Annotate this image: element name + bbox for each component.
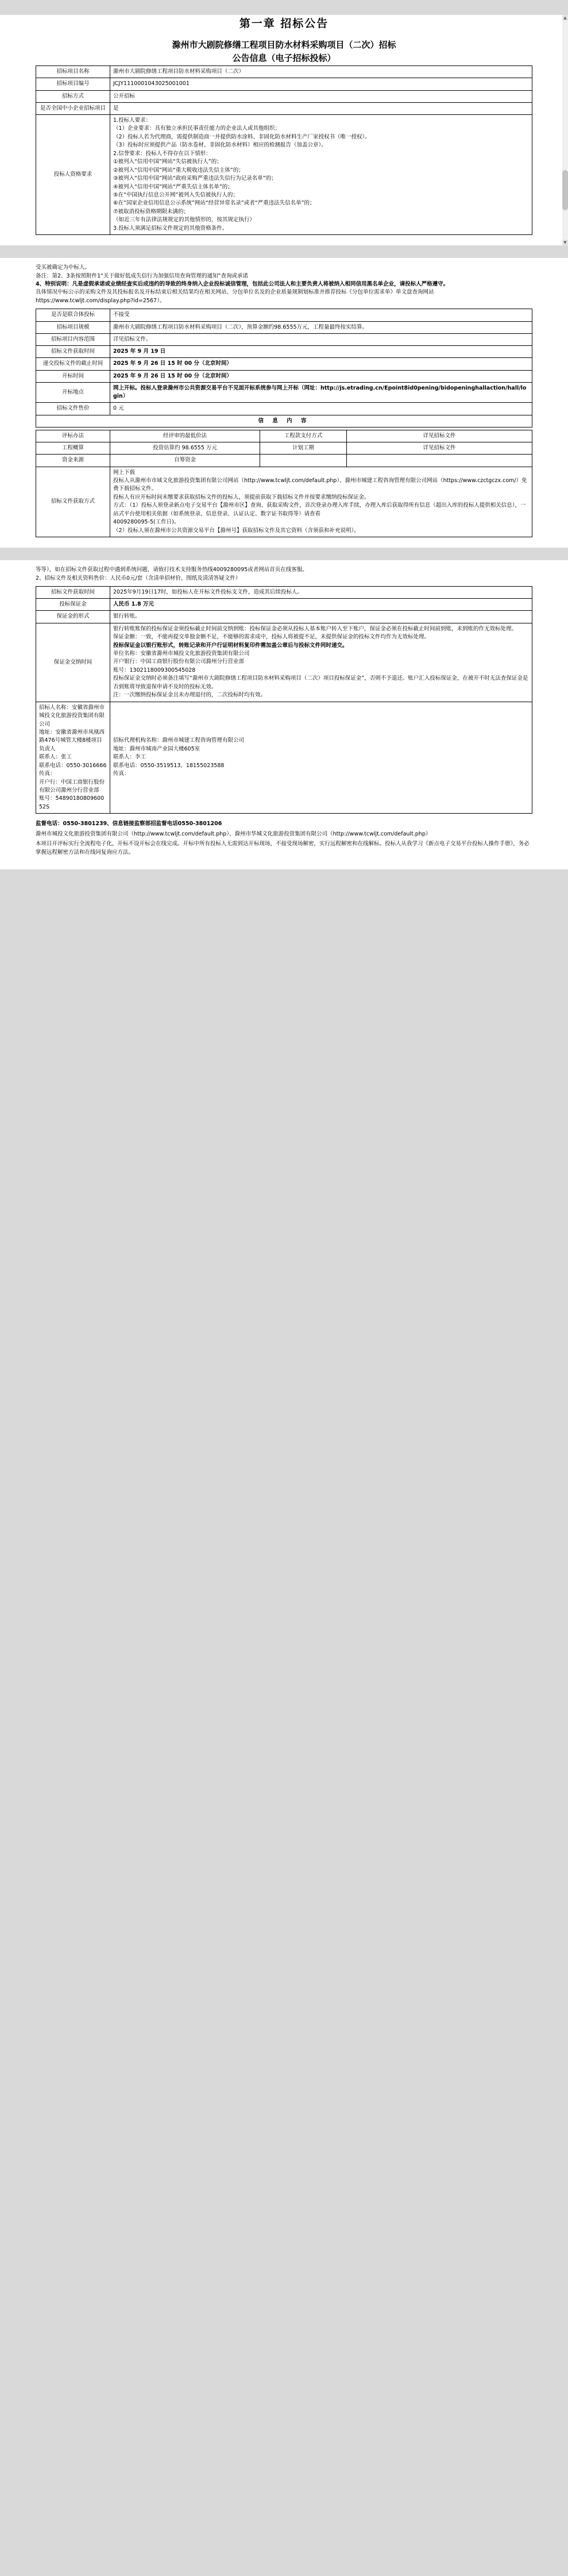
table-row xyxy=(36,78,532,90)
row-label: 保证金的形式 xyxy=(36,611,110,623)
row-value: 网上开标。投标人登录滁州市公共资源交易平台不见面开标系统参与网上开标（网址：http://js.etrading.cn/Epoint8id0pening/bidopeninghallaction/hall/login） xyxy=(110,382,532,403)
row-label: 保证金交纳时间 xyxy=(36,623,110,702)
contact-key: 联系电话： xyxy=(39,762,67,769)
cell-key: 计划工期 xyxy=(260,442,347,455)
deposit-line: 投标保证金交纳时必须备注填写“滁州市大剧院修缮工程项目防水材料采购项目（二次）项目投标保证金”，否则不予退还。账户汇入投标保证金，在被开不时无法查保证金是否到账将导致退保申请不及时的投标无效。 xyxy=(113,675,528,690)
qualification-line: （2）投标人若为代理商，需提供制造商一并提供防水涂料、非固化防水材料生产厂家授权书（唯一授权）。 xyxy=(113,133,370,140)
table-row xyxy=(36,382,532,403)
row-value: 0 元 xyxy=(110,403,532,415)
row-value: 2025 年 9 月 26 日 15 时 00 分（北京时间） xyxy=(110,370,532,382)
notice-line: 受买被确定为中标人。 xyxy=(36,264,91,271)
contact-key: 地址： xyxy=(39,729,56,736)
footer-line: 滁州市城投文化旅游投资集团有限公司（http://www.tcwljt.com/default.php）、滁州市华城文化旅游投资集团有限公司（http://www.tcwljt.com/default.php） xyxy=(36,830,431,837)
row-label: 招标文件获取时间 xyxy=(36,586,110,598)
qualification-list xyxy=(113,117,529,233)
deposit-detail-block xyxy=(113,625,529,700)
contact-line xyxy=(113,753,529,761)
obtain-line: 网上下载 xyxy=(113,469,136,476)
cell-key: 评标办法 xyxy=(36,430,110,442)
table-row xyxy=(36,346,532,358)
row-value: 2025年9月19日17时，如投标人在开标文件投标支文件，造成其后续投标人。 xyxy=(110,586,532,598)
contact-val: 滁州市城建工程咨询管理有限公司 xyxy=(162,737,245,744)
row-label: 开标地点 xyxy=(36,382,110,403)
obtain-line: （2）投标人须在滁州市公共资源交易平台【滁州号】获取招标文件及其它资料（含须获和补充说明）。 xyxy=(113,527,360,534)
supervise-line xyxy=(36,819,532,828)
contact-key: 联系人： xyxy=(113,754,136,761)
row-label: 招标项目内容范围 xyxy=(36,333,110,345)
qualification-line: （1）企业要求：具有独立承担民事责任能力的企业法人或其他组织； xyxy=(113,125,281,132)
bank-label: 开户银行： xyxy=(113,659,141,665)
contact-line xyxy=(39,770,107,778)
row-value: 滁州市大剧院修缮工程项目防水材料采购项目（二次），预算金额约98.6555万元，工程量最终按实结算。 xyxy=(110,321,532,333)
row-value: 不接受 xyxy=(110,309,532,321)
table-row xyxy=(36,90,532,102)
contact-val: 张工 xyxy=(61,754,72,761)
scroll-down-arrow-icon[interactable]: ▼ xyxy=(562,240,568,245)
table-row xyxy=(36,611,532,623)
row-label: 招标文件售价 xyxy=(36,403,110,415)
table-row xyxy=(36,66,532,78)
supervise-value: 0550-3801239、信息链接监察部招监督电话0550-3801206 xyxy=(63,821,222,827)
notice-block xyxy=(36,258,532,309)
deposit-table xyxy=(36,586,532,814)
document-page-1 xyxy=(0,15,568,245)
qualification-line: 2.信誉要求：投标人不得存在以下情形： xyxy=(113,150,211,157)
contact-key: 传真： xyxy=(39,771,56,777)
obtain-line: 方式：（1）投标人须登录新点电子交易平台【滁州市区】查询、获取采购文件，首次登录办理入库手续，办理入库后获取得所有信息（超出入库的投标人提供相关信息），一站式平台使用相关依据（如系统登录、信息登录、认证认定、数字证书取得等）请查看 xyxy=(113,502,526,517)
cell-value: 经评审的最低价法 xyxy=(110,430,260,442)
contact-line xyxy=(39,704,107,729)
contact-key: 开户行： xyxy=(39,779,61,785)
contact-key: 招标代理机构名称： xyxy=(113,737,163,744)
contact-line xyxy=(39,779,107,795)
row-value xyxy=(110,467,532,537)
contact-val: 李工 xyxy=(135,754,146,761)
unit-value: 安徽省滁州市城投文化旅游投资集团有限公司 xyxy=(140,650,250,657)
contact-line xyxy=(39,762,107,770)
cell-value: 投资估算约 98.6555 万元 xyxy=(110,442,260,455)
bank-value: 中国工商银行股份有限公司滁州分行营业部 xyxy=(140,659,245,665)
contact-key: 账号： xyxy=(39,795,56,802)
contact-key: 联系人： xyxy=(39,754,61,761)
row-label: 投标人资格要求 xyxy=(36,115,110,235)
footer-line: 本项目开评标实行全流程电子化，开标不设开标会在线完成。开标中所有投标人无需到达开标现场，不接受现场解密，实行远程解密和在线解标。投标人从我学习《新点电子交易平台投标人操作手册》，务必掌握远程解密方法和在线同复询应方法。 xyxy=(36,840,530,856)
contact-key: 地址： xyxy=(113,745,130,752)
contact-left-block xyxy=(39,704,107,812)
footer-notes xyxy=(36,816,532,864)
table-row xyxy=(36,358,532,370)
row-value xyxy=(110,115,532,235)
qualification-line: ④被列入“信用中国”网站“严重失信主体名单”的； xyxy=(113,183,233,190)
page-title-line-2: 公告信息（电子招标投标） xyxy=(232,52,336,63)
chapter-title: 第一章 招标公告 xyxy=(239,17,329,30)
table-row xyxy=(36,333,532,345)
qualification-line: ⑤在“中国执行信息公开网”被列入失信被执行人的； xyxy=(113,191,238,198)
contact-right-block xyxy=(113,737,529,778)
cell-key: 资金来源 xyxy=(36,455,110,467)
row-label: 是否是联合体投标 xyxy=(36,309,110,321)
top-notes xyxy=(36,560,532,586)
deposit-line xyxy=(113,650,529,658)
cell-key xyxy=(260,455,347,467)
notice-line: 具体情况中标公示的采购文件及其投标报名及开标结束后相关结果均在相关网站、分包单位名及的企业质量规制划标准并推荐投标《分包单位需求单》单文盘查询网站 https://www.tcwljt.com/display.php?id=2567）。 xyxy=(36,289,434,304)
contact-key: 招标人名称： xyxy=(39,704,72,711)
project-info-table xyxy=(36,66,532,235)
qualification-line: （如近三年有法律法规规定的其他情形的，按其规定执行） xyxy=(113,217,256,224)
row-value: 2025 年 9 月 26 日 15 时 00 分（北京时间） xyxy=(110,358,532,370)
contact-right xyxy=(110,702,532,814)
contact-line xyxy=(113,737,529,745)
account-label: 账号： xyxy=(113,667,130,673)
section-header-row xyxy=(36,415,532,427)
bid-info-table xyxy=(36,309,532,428)
contact-val: 安徽省滁州市城投文化旅游投资集团有限公司 xyxy=(39,704,105,727)
row-value: 详见招标文件。 xyxy=(110,333,532,345)
row-value: 是 xyxy=(110,102,532,114)
row-value: 人民币 1.8 万元 xyxy=(110,599,532,611)
row-label: 开标时间 xyxy=(36,370,110,382)
cell-value: 详见招标文件 xyxy=(347,430,532,442)
table-row-qualification xyxy=(36,115,532,235)
table-row-obtain xyxy=(36,467,532,537)
table-row xyxy=(36,370,532,382)
row-label: 递交投标文件的截止时间 xyxy=(36,358,110,370)
table-row xyxy=(36,309,532,321)
deposit-line: 保证金额：一致，不能再提交单独金额不足，不能够的需求成中，投标人将被提不足，未提供保证金的投标文件均作为无效标处理。 xyxy=(113,634,430,641)
row-value: 银行转账。 xyxy=(110,611,532,623)
row-value: 滁州市大剧院修缮工程项目防水材料采购项目（二次） xyxy=(110,66,532,78)
contact-line xyxy=(113,770,529,778)
table-row xyxy=(36,442,532,455)
document-page-2 xyxy=(0,258,568,548)
deposit-line: 注：一次缴纳投标保证金且未办理退付的，二次投标时均有效。 xyxy=(113,692,266,699)
page-title xyxy=(36,38,532,64)
scrollbar-thumb[interactable] xyxy=(562,170,568,210)
document-page-3 xyxy=(0,560,568,869)
deposit-line xyxy=(113,658,529,666)
table-row xyxy=(36,403,532,415)
contact-line xyxy=(113,762,529,770)
table-row-deposit-detail xyxy=(36,623,532,702)
obtain-phone: 4009280095-5(工作日)。 xyxy=(113,519,180,526)
qualification-line: ⑦被取消投标资格期限未满的； xyxy=(113,208,190,215)
contact-val: 滁州市城南产业园大楼605室 xyxy=(129,745,200,752)
qualification-line: （3）投标时应须提供产品（防水卷材、非固化防水材料）相应的检测报告（加盖公章）。 xyxy=(113,142,327,149)
cell-key: 工程款支付方式 xyxy=(260,430,347,442)
row-label: 招标文件获取方式 xyxy=(36,467,110,537)
note-line: 等等），如在招标文件获取过程中遇到系统问题，请致打技术支持服务热线4009280095或者网站首页在线客服。 xyxy=(36,567,308,573)
page-title-line-1: 滁州市大剧院修缮工程项目防水材料采购项目（二次）招标 xyxy=(172,40,396,50)
table-row xyxy=(36,455,532,467)
cell-key: 工程概算 xyxy=(36,442,110,455)
qualification-line: ③被列入“信用中国”网站“政府采购严重违法失信行为记录名单”的； xyxy=(113,175,277,182)
deposit-line xyxy=(113,667,529,675)
contact-val: 中国工商银行股份有限公司滁州分行营业部 xyxy=(39,779,105,794)
cell-value xyxy=(347,455,532,467)
qualification-line: ①被列入“信用中国”网站“失信被执行人”的； xyxy=(113,159,222,165)
info-section-header: 信 息 内 容 xyxy=(36,415,532,427)
row-label: 招标方式 xyxy=(36,90,110,102)
row-label: 投标保证金 xyxy=(36,599,110,611)
contact-line xyxy=(39,795,107,811)
row-label: 是否全国中小企业招标项目 xyxy=(36,102,110,114)
account-value: 1302118009300545028 xyxy=(129,667,196,673)
supervise-label: 监督电话： xyxy=(36,821,63,827)
obtain-line: 投标人有应开标时间未缴要求获取招标文件的投标人，须提前获取下载招标文件并按要求缴纳投标保证金。 xyxy=(113,494,370,500)
table-row xyxy=(36,102,532,114)
qualification-line: ⑥在“国家企业信用信息公示系统”网站“经营异常名录”或者“严重违法失信名单”的； xyxy=(113,200,315,207)
table-row xyxy=(36,586,532,598)
contact-key: 联系电话： xyxy=(113,762,141,769)
table-row xyxy=(36,599,532,611)
contact-line xyxy=(39,753,107,761)
row-label: 招标项目规模 xyxy=(36,321,110,333)
cell-value: 详见招标文件 xyxy=(347,442,532,455)
table-row xyxy=(36,321,532,333)
row-value xyxy=(110,623,532,702)
contact-line xyxy=(39,729,107,753)
info-grid-table xyxy=(36,430,532,537)
scrollbar-track[interactable] xyxy=(562,15,568,245)
notice-line: 4、特别说明：凡是虚假承诺或业绩经查实后成违约的导致的终身纳入企业投标诚信管理，包括此公司法人和主要负责人将被纳入相同信用黑名单企业，请投标人严格遵守。 xyxy=(36,281,449,287)
contact-key: 传真： xyxy=(113,771,130,777)
note-line: 2、招标文件及相关资料售价：人民币0元/套（含清单招材价、图纸及清清答疑文件） xyxy=(36,575,241,582)
deposit-line-bold: 投标保证金以银行账形式，转账记录和开户行证明材料复印件需加盖公章后与投标文件同时递交。 xyxy=(113,642,348,649)
table-row-contact xyxy=(36,702,532,814)
row-value: 2025 年 9 月 19 日 xyxy=(110,346,532,358)
contact-val: 0550-3016666 xyxy=(66,762,107,769)
qualification-line: ②被列入“信用中国”网站“重大税收违法失信主体”的； xyxy=(113,167,244,174)
obtain-method-text xyxy=(113,469,529,536)
obtain-line: 投标人从滁州市市域文化旅游投资集团有限公司网站（http://www.tcwljt.com/default.php）、滁州市城建工程咨询管理有限公司网站（https://www.czctgczx.com/）免费下载招标文件。 xyxy=(113,478,527,492)
scroll-up-arrow-icon[interactable]: ▲ xyxy=(562,15,568,21)
qualification-line: 3.投标人须满足招标文件规定的其他资格条件。 xyxy=(113,225,228,232)
unit-label: 单位名称： xyxy=(113,650,141,657)
contact-line xyxy=(113,745,529,753)
contact-val: 5489018080960052S xyxy=(39,795,105,810)
contact-val: 0550-3519513、18155023588 xyxy=(140,762,225,769)
contact-val: 安徽省滁州市凤凰西路476号城管大楼8楼项目负责人 xyxy=(39,729,105,752)
table-row xyxy=(36,430,532,442)
row-label: 招标文件获取时间 xyxy=(36,346,110,358)
row-value: 公开招标 xyxy=(110,90,532,102)
scrollbar[interactable] xyxy=(562,15,568,245)
contact-left xyxy=(36,702,110,814)
row-label: 招标项目编号 xyxy=(36,78,110,90)
row-label: 招标项目名称 xyxy=(36,66,110,78)
deposit-line: 银行转账账保的投标保证金须投标截止时间前交纳到账：投标保证金必须从投标人基本账户转入至下账户，保证金必须在投标截止时间前到账，未到账的作无效标处理。 xyxy=(113,625,517,632)
cell-value: 自筹资金 xyxy=(110,455,260,467)
notice-line: 备注：第2、3条按照附件1“关于做好低成失信行为加强信用查询管理的通知”查询或承诺 xyxy=(36,272,248,279)
qualification-line: 1.投标人要求： xyxy=(113,117,152,124)
row-value: JCJY1110001043025001001 xyxy=(110,78,532,90)
